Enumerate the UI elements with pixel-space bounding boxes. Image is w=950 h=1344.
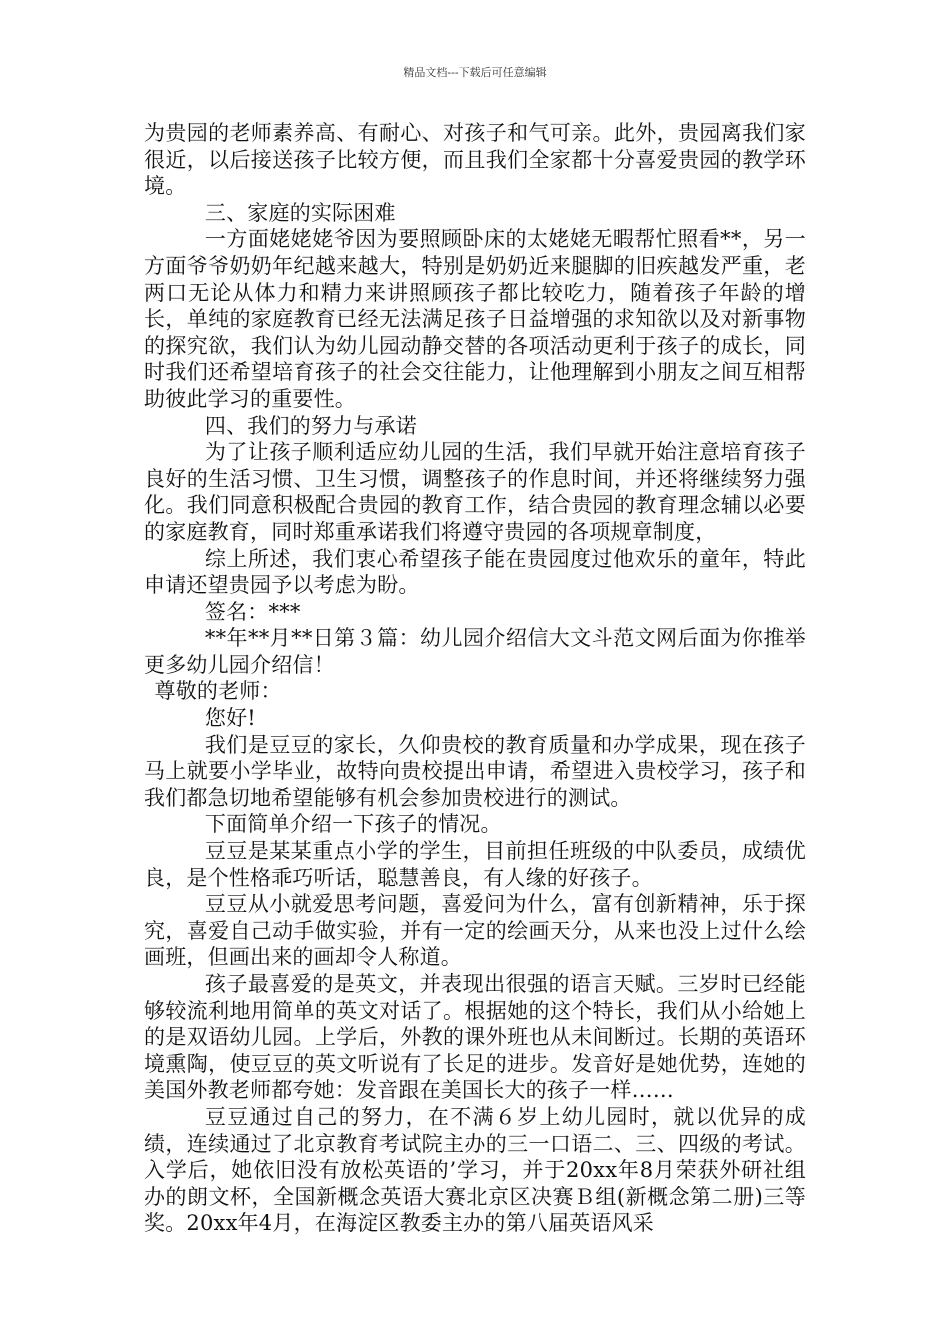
page-header: 精品文档---下载后可任意编辑 <box>403 66 547 79</box>
body-paragraph: 豆豆从小就爱思考问题，喜爱问为什么，富有创新精神，乐于探究，喜爱自己动手做实验，并有一定的绘画天分，从来也没上过什么绘画班，但画出来的画却令人称道。 <box>144 892 806 970</box>
greeting: 您好! <box>204 706 256 731</box>
section-heading: 三、家庭的实际困难 <box>204 200 396 225</box>
body-paragraph: 为了让孩子顺利适应幼儿园的生活，我们早就开始注意培育孩子良好的生活习惯、卫生习惯，调整孩子的作息时间，并还将继续努力强化。我们同意积极配合贵园的教育工作，结合贵园的教育理念辅以必要的家庭教育，同时郑重承诺我们将遵守贵园的各项规章制度， <box>144 440 806 544</box>
body-paragraph: 豆豆通过自己的努力，在不满６岁上幼儿园时，就以优异的成绩，连续通过了北京教育考试院主办的三一口语二、三、四级的考试。入学后，她依旧没有放松英语的’学习，并于20xx年8月荣获外研社组办的朗文杯，全国新概念英语大赛北京区决赛Ｂ组(新概念第二册)三等奖。20xx年4月，在海淀区教委主办的第八届英语风采 <box>144 1104 806 1236</box>
body-paragraph: 豆豆是某某重点小学的学生，目前担任班级的中队委员，成绩优良，是个性格乖巧听话，聪慧善良，有人缘的好孩子。 <box>144 839 806 890</box>
salutation: 尊敬的老师： <box>154 679 282 704</box>
body-paragraph: 孩子最喜爱的是英文，并表现出很强的语言天赋。三岁时已经能够较流利地用简单的英文对话了。根据她的这个特长，我们从小给她上的是双语幼儿园。上学后，外教的课外班也从未间断过。长期的英语环境熏陶，使豆豆的英文听说有了长足的进步。发音好是她优势，连她的美国外教老师都夸她：发音跟在美国长大的孩子一样…… <box>144 972 806 1103</box>
date-line: **年**月**日第３篇：幼儿园介绍信大文斗范文网后面为你推举更多幼儿园介绍信！ <box>144 626 806 677</box>
signature-line: 签名：*** <box>204 599 301 624</box>
body-paragraph: 为贵园的老师素养高、有耐心、对孩子和气可亲。此外，贵园离我们家很近，以后接送孩子比较方便，而且我们全家都十分喜爱贵园的教学环境。 <box>144 121 806 199</box>
body-paragraph: 综上所述，我们衷心希望孩子能在贵园度过他欢乐的童年，特此申请还望贵园予以考虑为盼。 <box>144 546 806 598</box>
body-paragraph: 我们是豆豆的家长，久仰贵校的教育质量和办学成果，现在孩子马上就要小学毕业，故特向贵校提出申请，希望进入贵校学习，孩子和我们都急切地希望能够有机会参加贵校进行的测试。 <box>144 732 806 810</box>
document-body <box>144 120 806 1237</box>
body-paragraph: 下面简单介绍一下孩子的情况。 <box>204 812 502 837</box>
section-heading: 四、我们的努力与承诺 <box>204 413 417 438</box>
body-paragraph: 一方面姥姥姥爷因为要照顾卧床的太姥姥无暇帮忙照看**，另一方面爷爷奶奶年纪越来越大，特别是奶奶近来腿脚的旧疾越发严重，老两口无论从体力和精力来讲照顾孩子都比较吃力，随着孩子年龄的增长，单纯的家庭教育已经无法满足孩子日益增强的求知欲以及对新事物的探究欲，我们认为幼儿园动静交替的各项活动更利于孩子的成长，同时我们还希望培育孩子的社会交往能力，让他理解到小朋友之间互相帮助彼此学习的重要性。 <box>144 227 806 411</box>
